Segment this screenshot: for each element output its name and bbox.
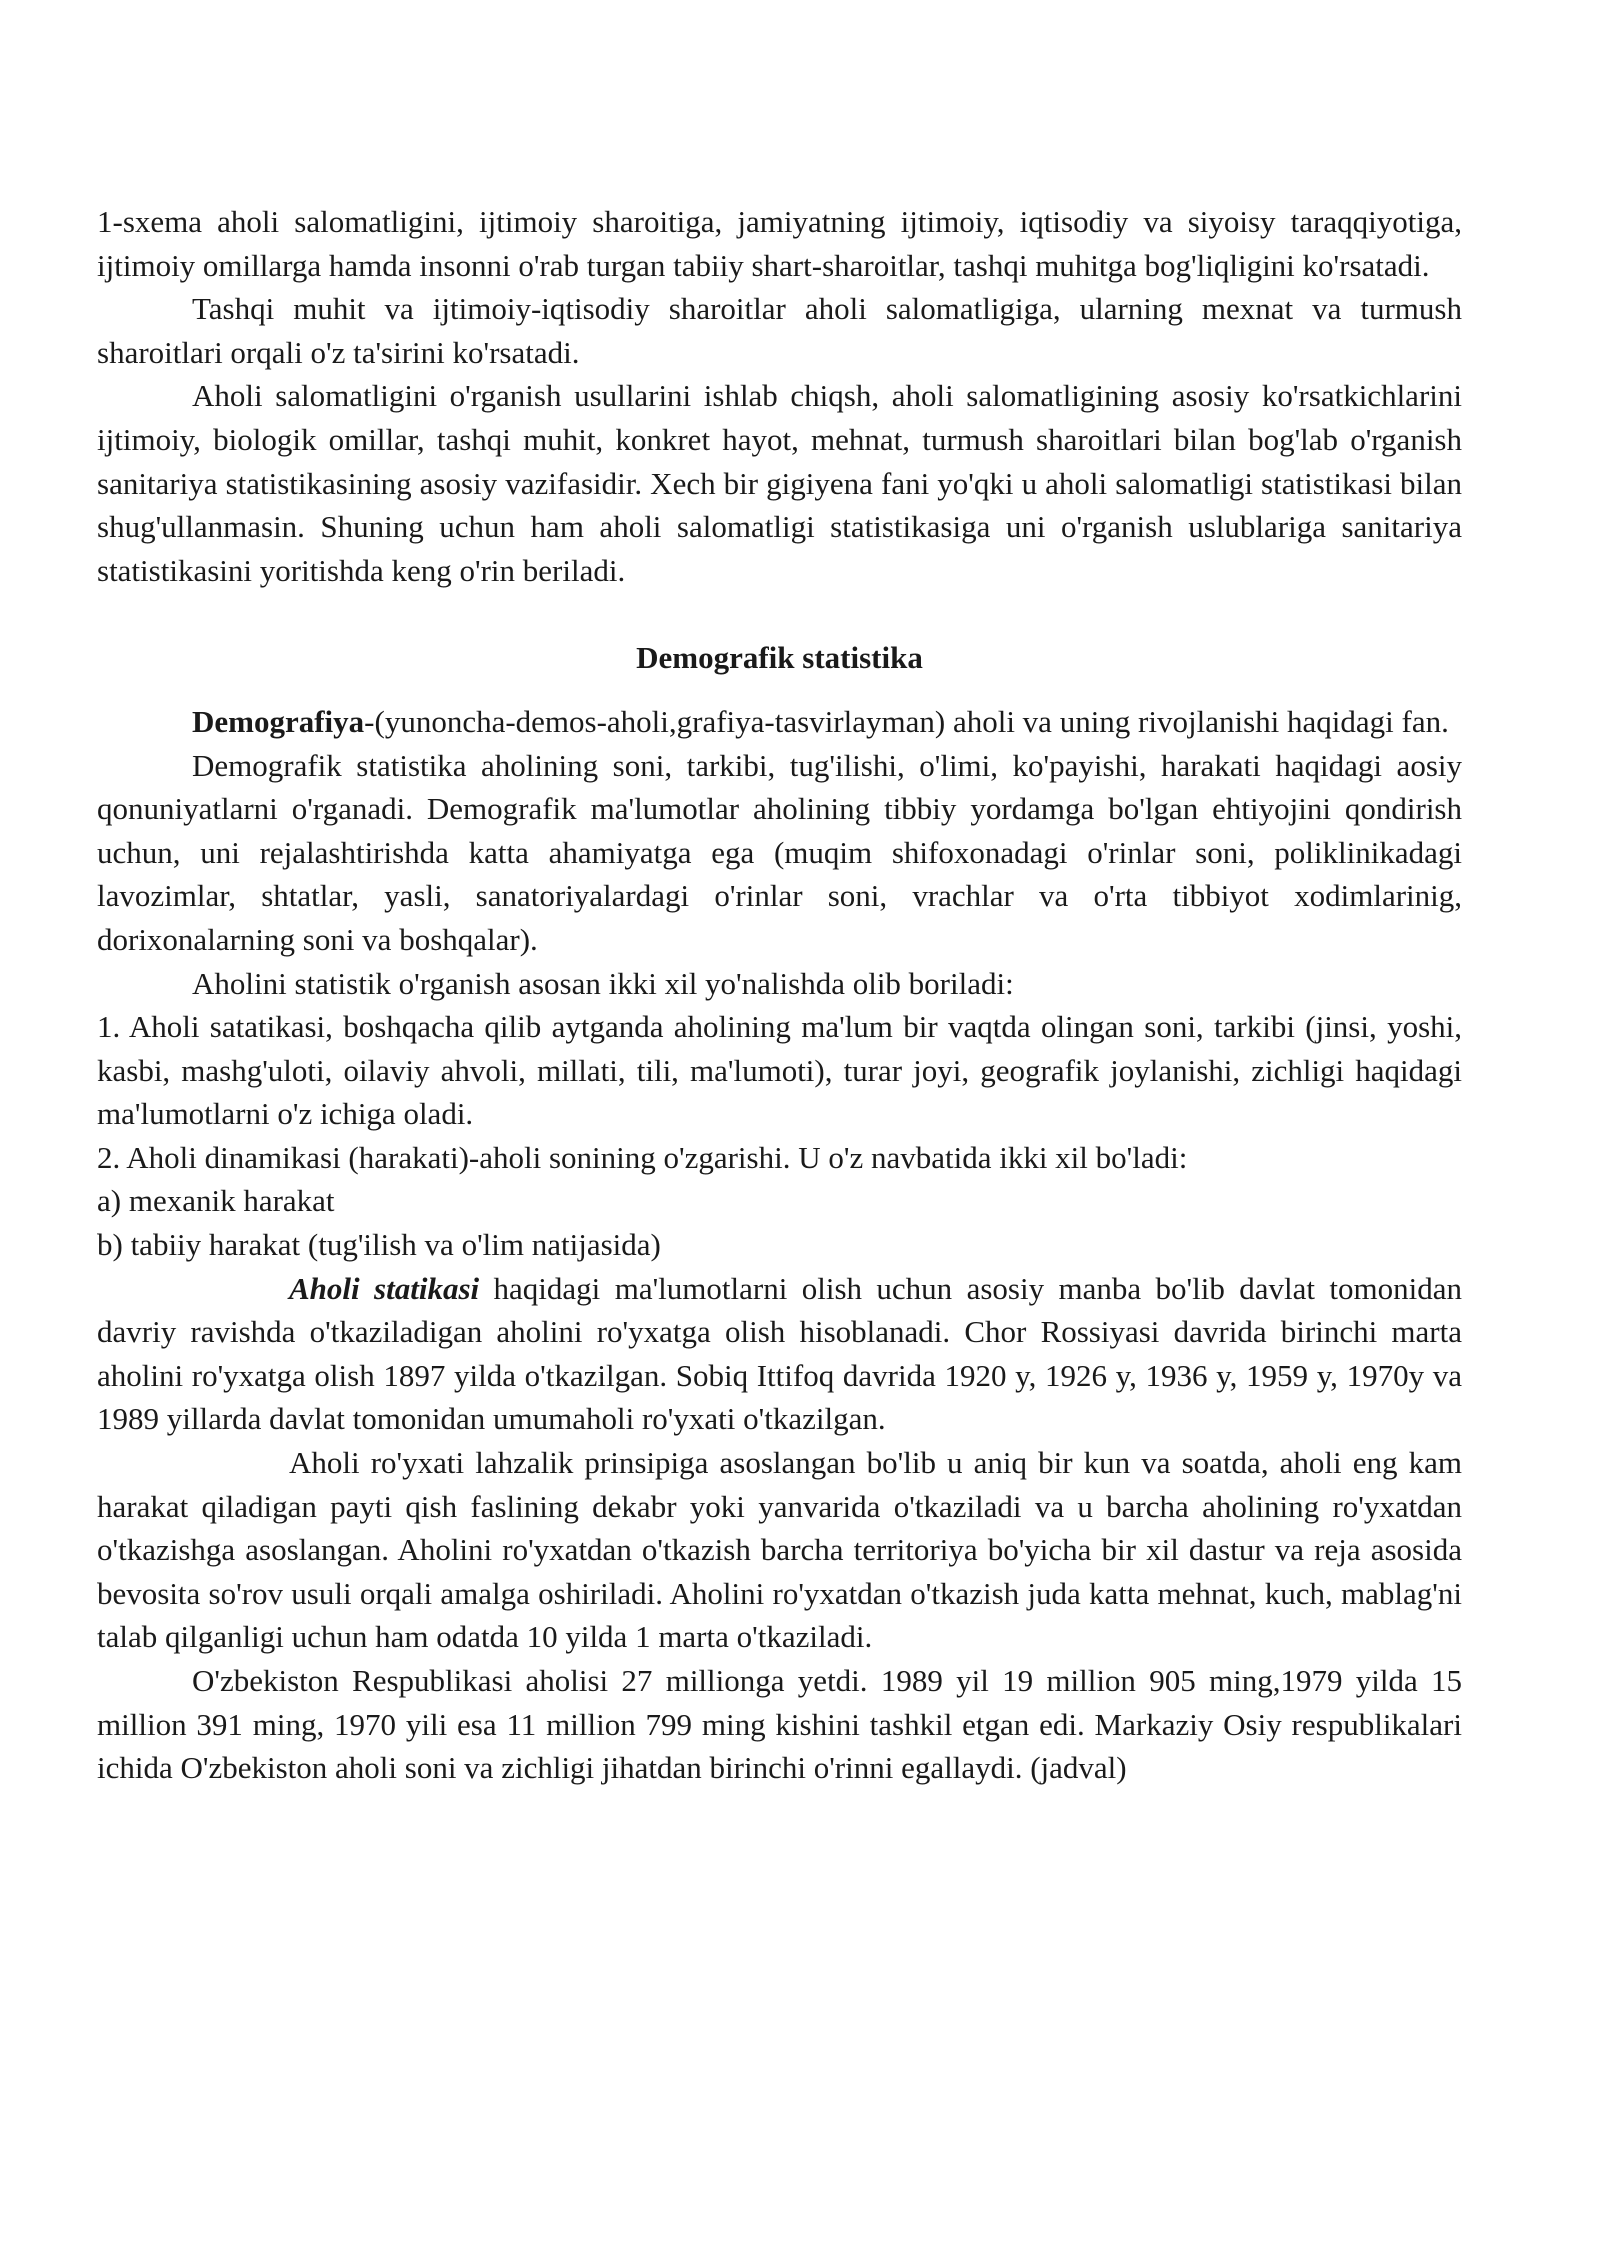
paragraph-intro-list: Aholini statistik o'rganish asosan ikki xil yo'nalishda olib boriladi: — [192, 965, 1014, 1001]
paragraph-demografik-statistika: Demografik statistika aholining soni, tarkibi, tug'ilishi, o'limi, ko'payishi, harakati haqidagi aosiy qonuniyatlarni o'rganadi. Demografik ma'lumotlar aholining tibbiy yordamga bo'lgan ehtiyojini qondirish uchun, uni rejalashtirishda katta ahamiyatga ega (muqim shifoxonadagi o'rinlar soni, poliklinikadagi lavozimlar, shtatlar, yasli, sanatoriyalardagi o'rinlar soni, vrachlar va o'rta tibbiyot xodimlarinig, dorixonalarning soni va boshqalar). — [97, 747, 1462, 957]
paragraph-uzbekistan: O'zbekiston Respublikasi aholisi 27 millionga yetdi. 1989 yil 19 million 905 ming,1979 yilda 15 million 391 ming, 1970 yili esa 11 million 799 ming kishini tashkil etgan edi. Markaziy Osiy respublikalari ichida O'zbekiston aholi soni va zichligi jihatdan birinchi o'rinni egallaydi. (jadval) — [97, 1663, 1462, 1786]
section-heading: Demografik statistika — [636, 640, 923, 676]
list-item: 2. Aholi dinamikasi (harakati)-aholi sonining o'zgarishi. U o'z navbatida ikki xil bo'ladi: — [97, 1139, 1188, 1175]
statika-text: haqidagi ma'lumotlarni olish uchun asosiy manba bo'lib davlat tomonidan davriy ravishda o'tkaziladigan aholini ro'yxatga olish hisoblanadi. Chor Rossiyasi davrida birinchi marta aholini ro'yxatga olish 1897 yilda o'tkazilgan. Sobiq Ittifoq davrida 1920 y, 1926 y, 1936 y, 1959 y, 1970y va 1989 yillarda davlat tomonidan umumaholi ro'yxati o'tkazilgan. — [97, 1270, 1462, 1437]
term-demografiya: Demografiya — [192, 703, 365, 739]
list-item: b) tabiiy harakat (tug'ilish va o'lim natijasida) — [97, 1227, 661, 1263]
paragraph-aholi-statikasi — [97, 1267, 1462, 1441]
document-page — [97, 200, 1462, 1790]
paragraph-salomatlik-statistikasi: Aholi salomatligini o'rganish usullarini ishlab chiqsh, aholi salomatligining asosiy ko'rsatkichlarini ijtimoiy, biologik omillar, tashqi muhit, konkret hayot, mehnat, turmush sharoitlari bilan bog'lab o'rganish sanitariya statistikasining asosiy vazifasidir. Xech bir gigiyena fani yo'qki u aholi salomatligi statistikasi bilan shug'ullanmasin. Shuning uchun ham aholi salomatligi statistikasiga uni o'rganish uslublariga sanitariya statistikasini yoritishda keng o'rin beriladi. — [97, 378, 1462, 588]
list-item: 1. Aholi satatikasi, boshqacha qilib aytganda aholining ma'lum bir vaqtda olingan soni, tarkibi (jinsi, yoshi, kasbi, mashg'uloti, oilaviy ahvoli, millati, tili, ma'lumoti), turar joyi, geografik joylanishi, zichligi haqidagi ma'lumotlarni o'z ichiga oladi. — [97, 1009, 1462, 1132]
paragraph-demografiya-definition — [97, 700, 1462, 744]
definition-text: -(yunoncha-demos-aholi,grafiya-tasvirlayman) aholi va uning rivojlanishi haqidagi fan. — [364, 703, 1449, 739]
list-item: a) mexanik harakat — [97, 1183, 335, 1219]
term-aholi-statikasi: Aholi statikasi — [289, 1270, 480, 1306]
paragraph-aholi-royxati: Aholi ro'yxati lahzalik prinsipiga asoslangan bo'lib u aniq bir kun va soatda, aholi eng kam harakat qiladigan payti qish faslining dekabr yoki yanvarida o'tkaziladi va u barcha aholining ro'yxatdan o'tkazishga asoslangan. Aholini ro'yxatdan o'tkazish barcha territoriya bo'yicha bir xil dastur va reja asosida bevosita so'rov usuli orqali amalga oshiriladi. Aholini ro'yxatdan o'tkazish juda katta mehnat, kuch, mablag'ni talab qilganligi uchun ham odatda 10 yilda 1 marta o'tkaziladi. — [97, 1445, 1462, 1655]
paragraph-sxema: 1-sxema aholi salomatligini, ijtimoiy sharoitiga, jamiyatning ijtimoiy, iqtisodiy va siyoisy taraqqiyotiga, ijtimoiy omillarga hamda insonni o'rab turgan tabiiy shart-sharoitlar, tashqi muhitga bog'liqligini ko'rsatadi. — [97, 204, 1462, 283]
paragraph-tashqi-muhit: Tashqi muhit va ijtimoiy-iqtisodiy sharoitlar aholi salomatligiga, ularning mexnat va turmush sharoitlari orqali o'z ta'sirini ko'rsatadi. — [97, 291, 1462, 370]
